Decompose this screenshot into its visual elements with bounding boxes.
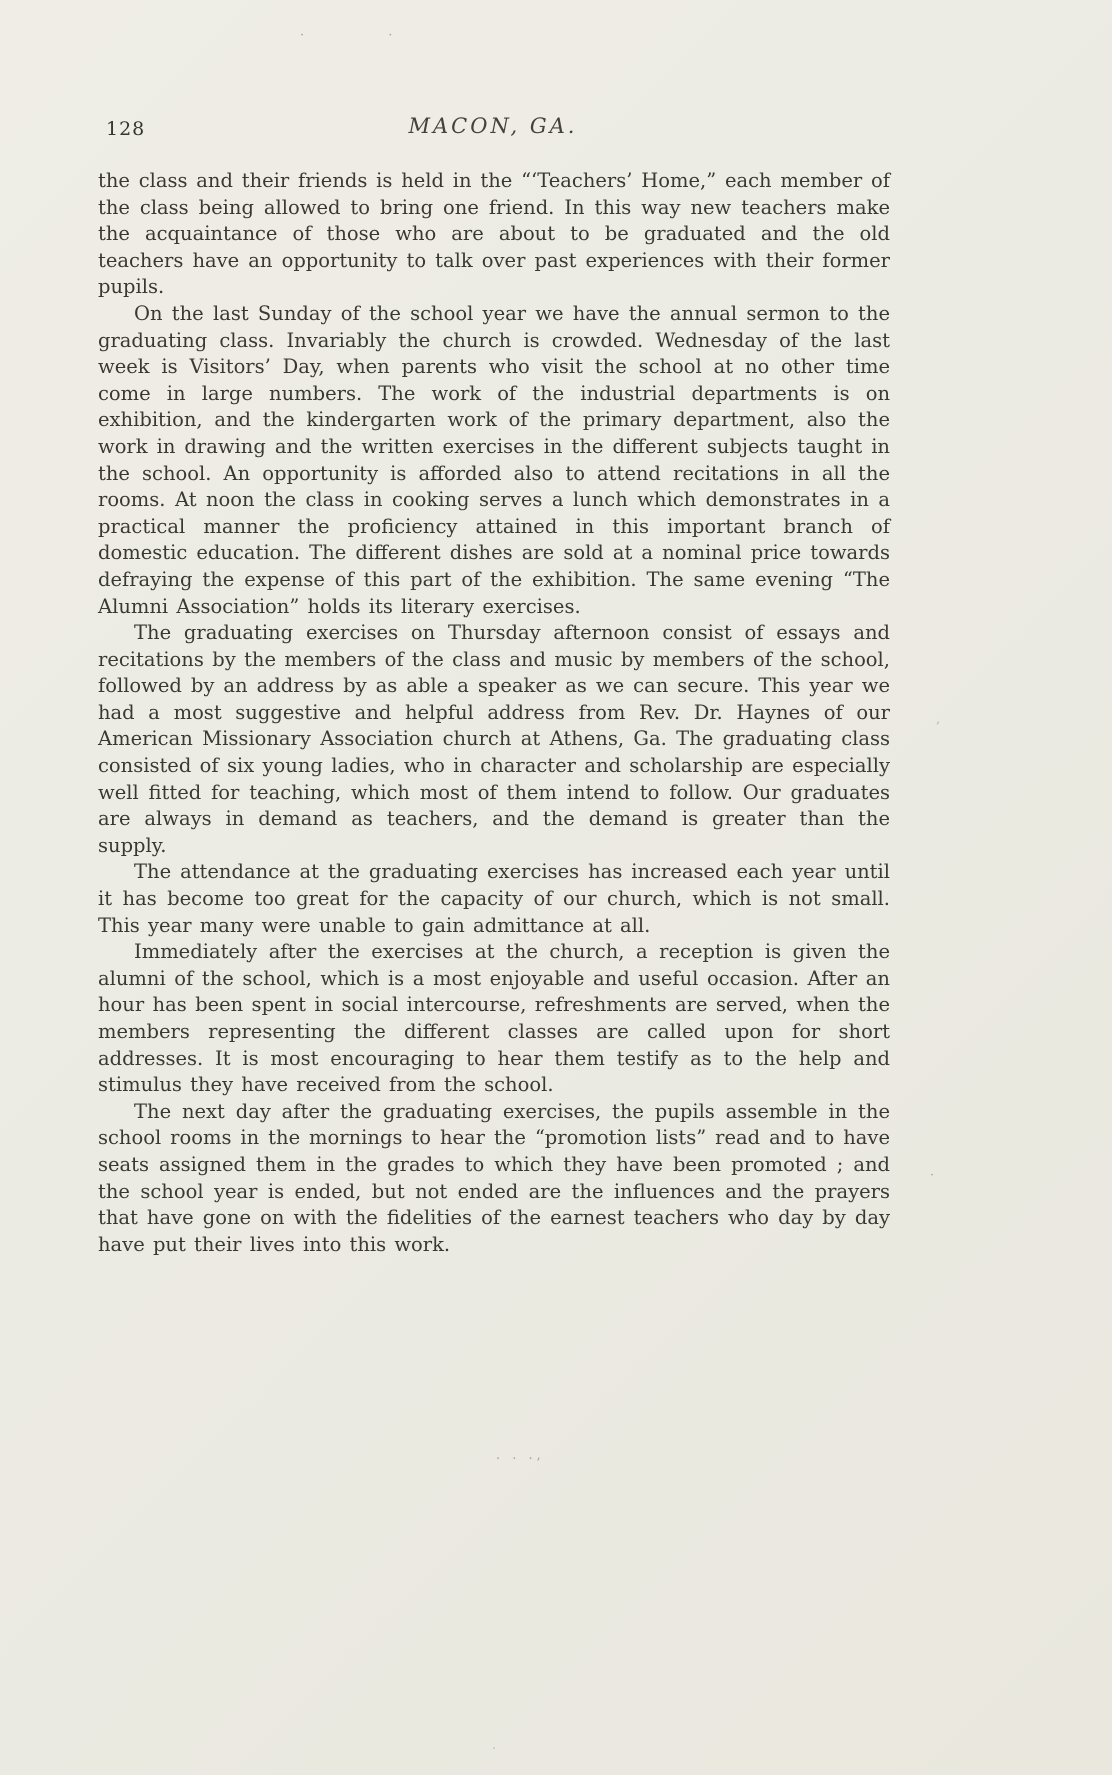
- paragraph-2: On the last Sunday of the school year we have the annual sermon to the graduating class. Invariably the church is crowded. Wednesday of the last week is Visitors’ Day, when parents who visit the school at no other time come in large numbers. The work of the industrial departments is on exhibition, and the kindergarten work of the primary department, also the work in drawing and the written exercises in the different subjects taught in the school. An opportunity is afforded also to attend recitations in all the rooms. At noon the class in cooking serves a lunch which demonstrates in a practical manner the proficiency attained in this important branch of domestic education. The different dishes are sold at a nominal price towards defraying the expense of this part of the exhibition. The same evening “The Alumni Association” holds its literary exercises.: [98, 301, 890, 618]
- paragraph-3: The graduating exercises on Thursday afternoon consist of essays and recitations by the members of the class and music by members of the school, followed by an address by as able a speaker as we can secure. This year we had a most suggestive and helpful address from Rev. Dr. Haynes of our American Missionary Association church at Athens, Ga. The graduating class consisted of six young ladies, who in character and scholarship are especially well fitted for teaching, which most of them intend to follow. Our graduates are always in demand as teachers, and the demand is greater than the supply.: [98, 621, 890, 857]
- paragraph-5: Immediately after the exercises at the church, a reception is given the alumni of the school, which is a most enjoyable and useful occasion. After an hour has been spent in social intercourse, refreshments are served, when the members representing the different classes are called upon for short addresses. It is most encouraging to hear them testify as to the help and stimulus they have received from the school.: [98, 940, 890, 1097]
- page-number: 128: [106, 118, 146, 140]
- running-header: [98, 112, 888, 146]
- scan-speck: . . .,: [496, 1448, 545, 1463]
- scan-speck: · ·: [300, 28, 433, 43]
- body-text: [98, 168, 890, 1258]
- paragraph-4: The attendance at the graduating exercises has increased each year until it has become too great for the capacity of our church, which is not small. This year many were unable to gain admittance at all.: [98, 860, 890, 937]
- scan-speck: ,: [936, 712, 941, 727]
- running-title: MACON, GA.: [408, 114, 578, 138]
- scan-speck: .: [492, 1738, 497, 1753]
- paragraph-6: The next day after the graduating exercises, the pupils assemble in the school rooms in the mornings to hear the “promotion lists” read and to have seats assigned them in the grades to which they have been promoted ; and the school year is ended, but not ended are the influences and the prayers that have gone on with the fidelities of the earnest teachers who day by day have put their lives into this work.: [98, 1099, 890, 1256]
- scan-speck: ·: [930, 1168, 935, 1183]
- paragraph-1: the class and their friends is held in the “‘Teachers’ Home,” each member of the class being allowed to bring one friend. In this way new teachers make the acquaintance of those who are about to be graduated and the old teachers have an opportunity to talk over past experiences with their former pupils.: [98, 169, 890, 299]
